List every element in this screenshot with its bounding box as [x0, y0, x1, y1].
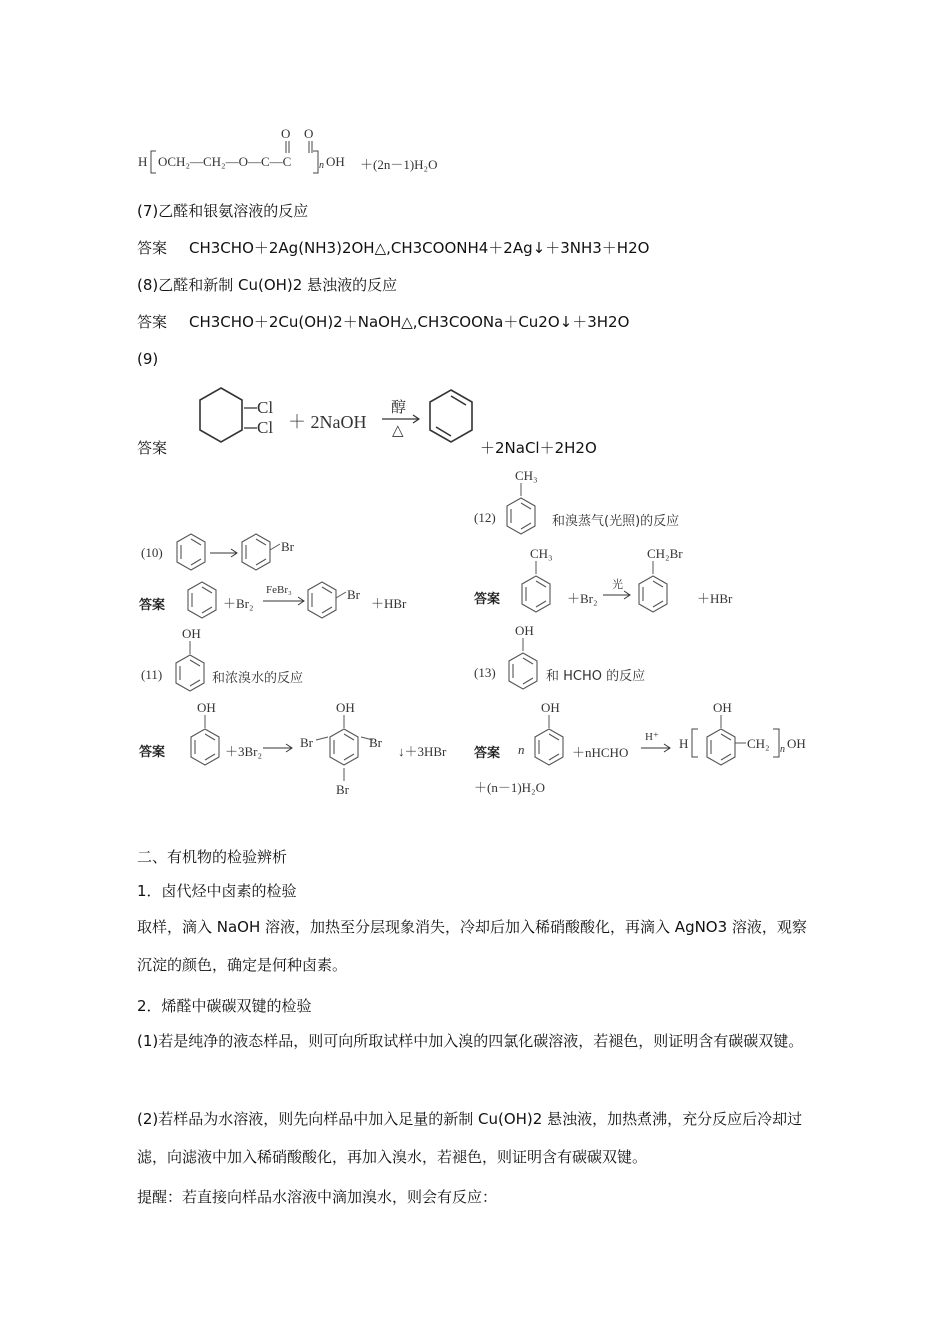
- q8-label: (8)乙醛和新制 Cu(OH)2 悬浊液的反应: [137, 276, 398, 294]
- q9-cond-bottom: △: [392, 421, 404, 439]
- benzyl-bromide-ring: [637, 574, 669, 614]
- section-paragraph-2: (1)若是纯净的液态样品，则可向所取试样中加入溴的四氯化碳溶液，若褪色，则证明含有碳碳双键。: [137, 1032, 804, 1050]
- q11-desc: 和浓溴水的反应: [212, 671, 304, 686]
- ch3-bond-q12: [519, 483, 523, 497]
- q11-br-right: Br: [369, 735, 382, 750]
- q9-answer-label: 答案: [137, 439, 168, 457]
- q13-oh-end: OH: [787, 736, 806, 751]
- q10-ans-arrow: [262, 596, 306, 606]
- br-bonds-q11: [316, 736, 374, 784]
- formula-h: H: [138, 154, 148, 169]
- q12-desc: 和溴蒸气(光照)的反应: [552, 514, 680, 529]
- q11-oh: OH: [182, 626, 201, 641]
- q11-label: (11): [141, 667, 163, 682]
- phenol-ring-q13-ans: [533, 727, 565, 767]
- q12-arrow: [602, 590, 632, 600]
- benzene-ring-q10: [175, 532, 207, 572]
- phenol-ring-q13: [507, 651, 539, 691]
- q13-h: H: [679, 736, 689, 751]
- q9-reagent: ＋ 2NaOH: [288, 412, 367, 432]
- section-heading-2: 2．烯醛中碳碳双键的检验: [137, 997, 312, 1015]
- q11-ans-oh: OH: [197, 700, 216, 715]
- section-title: 二、有机物的检验辨析: [137, 848, 288, 866]
- formula-oh: OH: [326, 154, 345, 169]
- q8-answer: [137, 312, 629, 332]
- answer-label: 答案: [137, 239, 168, 257]
- q12-ans-ch3: CH₃: [530, 546, 553, 561]
- q13-water: ＋(n－1)H₂O: [474, 780, 545, 795]
- q10-arrow: [209, 548, 239, 558]
- q8-answer-text: CH3CHO＋2Cu(OH)2＋NaOH△,CH3COONa＋Cu2O↓＋3H2O: [189, 313, 630, 331]
- q10-catalyst: FeBr₃: [266, 584, 292, 596]
- q13-n-coef: n: [518, 742, 525, 757]
- q13-oh: OH: [515, 623, 534, 638]
- carbonyl-o-2: O: [304, 126, 314, 141]
- q13-desc: 和 HCHO 的反应: [546, 669, 646, 684]
- toluene-ring-q12-ans: [520, 574, 552, 614]
- ch2br-bond: [651, 561, 655, 575]
- q11-br-bottom: Br: [336, 782, 349, 797]
- cyclohexadiene-ring: [428, 388, 474, 444]
- cl-label-1: Cl: [257, 398, 274, 417]
- ch3-bond-q12-ans: [534, 561, 538, 575]
- q13-arrow: [640, 743, 672, 753]
- q11-plus-3br2: ＋3Br₂: [225, 744, 263, 759]
- q9-products: ＋2NaCl＋2H2O: [480, 439, 597, 457]
- q13-prod-oh: OH: [713, 700, 732, 715]
- q13-ch2-bond: [735, 741, 747, 745]
- q12-cond: 光: [612, 578, 623, 591]
- cl-label-2: Cl: [257, 418, 274, 437]
- polymer-ring-q13: [705, 727, 737, 767]
- q12-label: (12): [474, 510, 496, 525]
- q11-answer-label: 答案: [139, 745, 166, 760]
- q10-hbr: ＋HBr: [371, 596, 407, 611]
- q10-plus-br2: ＋Br₂: [223, 596, 254, 611]
- q12-plus-br2: ＋Br₂: [567, 591, 598, 606]
- q13-plus-hcho: ＋nHCHO: [572, 745, 629, 760]
- cl-bonds: [242, 398, 258, 434]
- bromobenzene-ring-q10-ans: [306, 580, 338, 620]
- q7-label: (7)乙醛和银氨溶液的反应: [137, 202, 309, 220]
- q10-label: (10): [141, 545, 163, 560]
- phenol-ring-q11: [174, 653, 206, 693]
- formula-water: ＋(2n－1)H₂O: [360, 157, 438, 172]
- q13-n-sub: n: [780, 744, 785, 755]
- section-paragraph-1: 取样，滴入 NaOH 溶液，加热至分层现象消失，冷却后加入稀硝酸酸化，再滴入 AgNO3 溶液，观察沉淀的颜色，确定是何种卤素。: [137, 918, 807, 974]
- q12-hbr: ＋HBr: [697, 591, 733, 606]
- q11-br-left: Br: [300, 735, 313, 750]
- formula-n: n: [319, 160, 324, 171]
- q12-answer-label: 答案: [474, 592, 501, 607]
- q11-ans-oh-2: OH: [336, 700, 355, 715]
- q12-ch2br: CH₂Br: [647, 546, 683, 561]
- formula-chain: OCH₂—CH₂—O—C—C: [158, 154, 292, 169]
- section-paragraph-4: 提醒：若直接向样品水溶液中滴加溴水，则会有反应：: [137, 1188, 498, 1206]
- q7-answer: [137, 238, 649, 258]
- toluene-ring-q12: [505, 496, 537, 536]
- q9-cond-top: 醇: [391, 398, 407, 416]
- carbonyl-bonds: [283, 141, 313, 155]
- benzene-ring-q10-ans: [186, 580, 218, 620]
- q13-label: (13): [474, 665, 496, 680]
- q12-ch3: CH₃: [515, 468, 538, 483]
- section-paragraph-3: (2)若样品为水溶液，则先向样品中加入足量的新制 Cu(OH)2 悬浊液，加热煮沸，充分反应后冷却过滤，向滤液中加入稀硝酸酸化，再加入溴水，若褪色，则证明含有碳碳双键。: [137, 1110, 803, 1166]
- phenol-ring-q11-ans: [189, 727, 221, 767]
- oh-bond-q13: [521, 638, 525, 652]
- cyclohexane-dichloro-ring: [198, 386, 244, 444]
- bracket-left: [150, 150, 158, 174]
- q10-br: Br: [281, 539, 294, 554]
- q11-tail: ↓＋3HBr: [398, 744, 447, 759]
- bromobenzene-ring-q10: [240, 532, 272, 572]
- q13-answer-label: 答案: [474, 746, 501, 761]
- q11-arrow: [262, 743, 294, 753]
- section-heading-1: 1．卤代烃中卤素的检验: [137, 882, 297, 900]
- carbonyl-o-1: O: [281, 126, 291, 141]
- q13-cond: H⁺: [645, 731, 659, 743]
- q10-answer-label: 答案: [139, 598, 166, 613]
- q7-answer-text: CH3CHO＋2Ag(NH3)2OH△,CH3COONH4＋2Ag↓＋3NH3＋H2O: [189, 239, 650, 257]
- q13-bracket-left: [690, 728, 700, 758]
- q13-ans-oh: OH: [541, 700, 560, 715]
- q9-label: (9): [137, 350, 159, 368]
- q13-ch2: CH₂: [747, 736, 770, 751]
- answer-label: 答案: [137, 313, 168, 331]
- q10-ans-br: Br: [347, 587, 360, 602]
